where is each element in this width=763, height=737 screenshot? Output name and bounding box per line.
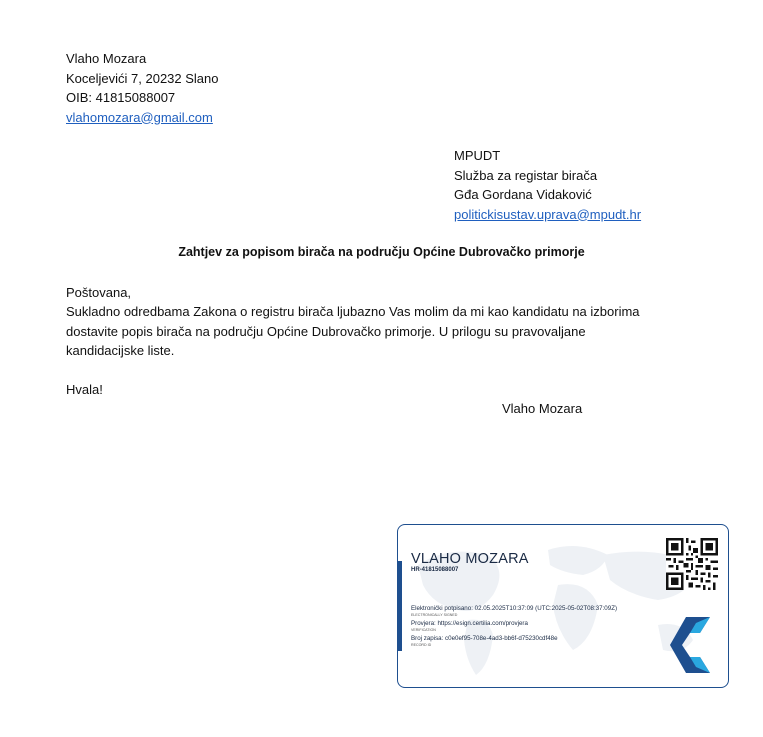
body-line: Sukladno odredbama Zakona o registru birača ljubazno Vas molim da mi kao kandidatu na izborima [66,304,640,319]
sender-email-link[interactable]: vlahomozara@gmail.com [66,109,213,125]
recipient-block [454,146,641,224]
signer-id: HR-41815088007 [411,567,459,573]
electronic-signature-card [397,524,729,688]
recipient-org: MPUDT [454,148,501,163]
recipient-service: Služba za registar birača [454,167,598,183]
signed-at-caption: ELECTRONICALLY SIGNED [411,613,458,617]
verification-caption: VERIFICATION [411,628,436,632]
signer-name: VLAHO MOZARA [411,551,529,567]
sender-address: Koceljevići 7, 20232 Slano [66,70,219,86]
salutation: Poštovana, [66,285,132,300]
certilia-logo-icon [666,613,718,677]
signature-accent-bar [398,561,402,651]
sender-block [66,49,219,127]
record-id-caption: RECORD ID [411,643,432,647]
closing: Hvala! [66,382,103,397]
body-line: dostavite popis birača na području Općine Dubrovačko primorje. U prilogu su pravovaljane [66,323,586,339]
recipient-person: Gđa Gordana Vidaković [454,187,592,202]
signed-at: Elektronički potpisano: 02.05.2025T10:37:09 (UTC:2025-05-02T08:37:09Z) [411,605,618,612]
sender-oib: OIB: 41815088007 [66,90,176,105]
signature-name: Vlaho Mozara [502,401,583,416]
sender-name: Vlaho Mozara [66,51,147,66]
letter-subject: Zahtjev za popisom birača na području Općine Dubrovačko primorje [178,245,585,259]
record-id: Broj zapisa: c0e0ef95-708e-4ad3-bb6f-d75230cdf48e [411,635,558,642]
recipient-email-link[interactable]: politickisustav.uprava@mpudt.hr [454,206,642,222]
letter-body [66,302,676,361]
body-line: kandidacijske liste. [66,343,175,358]
qr-code-icon [666,538,718,590]
verification-url: Provjera: https://esign.certilia.com/provjera [411,620,528,627]
